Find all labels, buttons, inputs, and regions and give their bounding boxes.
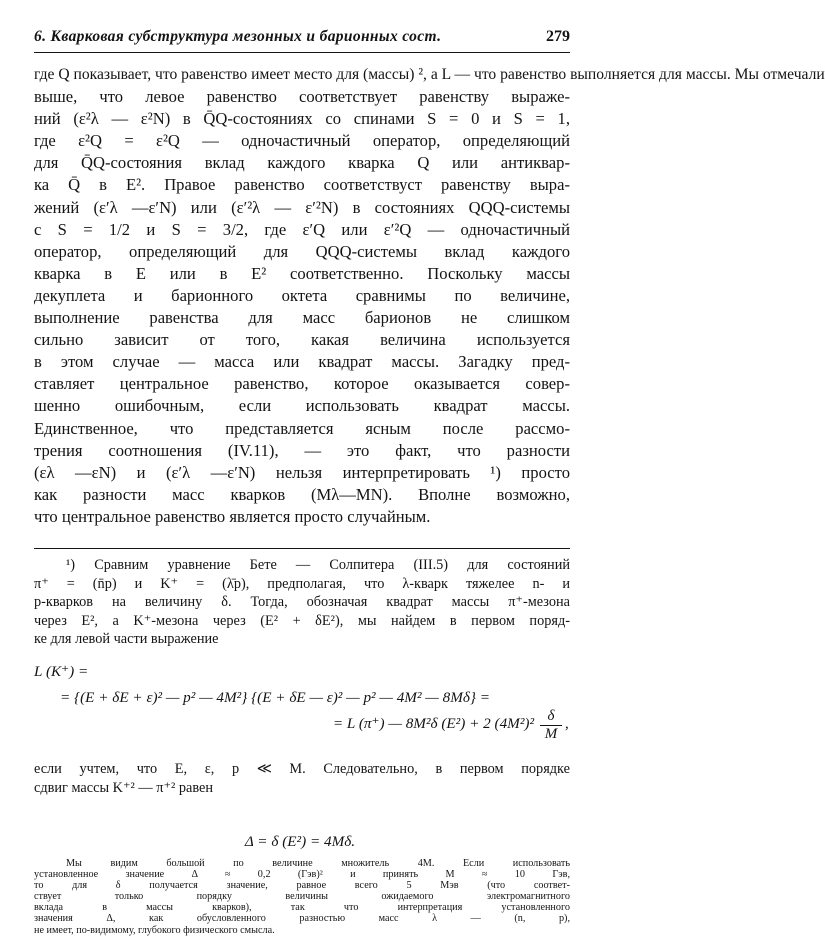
running-title: 6. Кварковая субструктура мезонных и барионных сост. xyxy=(34,28,442,45)
footnote-line: p-кварков на величину δ. Тогда, обозначая квадрат массы π⁺-мезона xyxy=(34,594,570,611)
main-text xyxy=(34,64,825,528)
footnote-line: не имеет, по-видимому, глубокого физического смысла. xyxy=(34,924,275,936)
text-line: шенно ошибочным, если использовать квадрат массы. xyxy=(34,396,570,416)
text-line: выше, что левое равенство соответствует равенству выраже- xyxy=(34,87,570,107)
fraction-numerator: δ xyxy=(540,708,562,726)
footnote-line: то для δ получается значение, равное всего 5 Мэв (что соответ- xyxy=(34,880,570,892)
equation-comma: , xyxy=(565,716,569,732)
footnote-line: значения Δ, как обусловленного разностью масс λ — (n, p), xyxy=(34,913,570,925)
footnote-line: через E², а K⁺-мезона через (E² + δE²), мы найдем в первом поряд- xyxy=(34,612,570,629)
equation-fraction xyxy=(540,708,562,743)
text-line: (ελ —εN) и (ε′λ —ε′N) нельзя интерпретировать ¹) просто xyxy=(34,462,570,482)
text-line: Единственное, что представляется ясным после рассмо- xyxy=(34,418,570,438)
footnote-line: ствует только порядку величины ожидаемого электромагнитного xyxy=(34,891,570,903)
text-line: кварка в E или в E² соответственно. Поскольку массы xyxy=(34,263,570,283)
text-line: ка Q̄ в E². Правое равенство соответствуст равенству выра- xyxy=(34,175,570,195)
equation-line: = {(E + δE + ε)² — p² — 4M²} {(E + δE — ε)² — p² — 4M² — 8Mδ} = xyxy=(60,689,491,706)
text-line: в этом случае — масса или квадрат массы. Загадку пред- xyxy=(34,352,570,372)
footnote-text xyxy=(34,556,570,649)
footnote-line: ¹) Сравним уравнение Бете — Солпитера (III.5) для состояний xyxy=(66,557,570,573)
equation-delta: Δ = δ (E²) = 4Mδ. xyxy=(244,833,356,850)
footnote-rule xyxy=(34,548,570,549)
footnote-line: если учтем, что E, ε, p ≪ M. Следовательно, в первом порядке xyxy=(34,761,570,777)
text-line: для Q̄Q-состояния вклад каждого кварка Q или антиквар- xyxy=(34,153,570,173)
footnote-text-mid xyxy=(34,760,570,797)
footnote-line: установленное значение Δ ≈ 0,2 (Гэв)² и принять M ≈ 10 Гэв, xyxy=(34,869,570,881)
text-line: выполнение равенства для масс барионов не слишком xyxy=(34,308,570,328)
text-line: декуплета и барионного октета сравнимы по величине, xyxy=(34,285,570,305)
text-line: ний (ε²λ — ε²N) в Q̄Q-состояниях со спинами S = 0 и S = 1, xyxy=(34,109,570,129)
text-line: оператор, определяющий для QQQ-системы вклад каждого xyxy=(34,241,570,261)
text-line: ставляет центральное равенство, которое оказывается совер- xyxy=(34,374,570,394)
text-line: жений (ε′λ —ε′N) или (ε′²λ — ε′²N) в состояниях QQQ-системы xyxy=(34,197,570,217)
equation-lhs: L (K⁺) = xyxy=(34,663,89,680)
footnote-line: сдвиг массы K⁺² — π⁺² равен xyxy=(34,779,214,796)
text-line: что центральное равенство является просто случайным. xyxy=(34,506,431,526)
text-line: сильно зависит от того, какая величина используется xyxy=(34,330,570,350)
footnote-line: Мы видим большой по величине множитель 4M. Если использовать xyxy=(66,858,570,869)
header-rule xyxy=(34,52,570,53)
footnote-text-end xyxy=(34,858,570,936)
footnote-line: π⁺ = (n̄p) и K⁺ = (λ̄p), предполагая, что λ-кварк тяжелее n- и xyxy=(34,575,570,592)
text-line: где ε²Q = ε²Q — одночастичный оператор, определяющий xyxy=(34,131,570,151)
running-header xyxy=(34,28,570,50)
text-line: трения соотношения (IV.11), — это факт, что разности xyxy=(34,440,570,460)
text-line: с S = 1/2 и S = 3/2, где ε′Q или ε′²Q — одночастичный xyxy=(34,219,570,239)
page-number: 279 xyxy=(546,28,570,45)
footnote-line: ке для левой части выражение xyxy=(34,631,219,648)
footnote-line: вклада в массы кварков), так что интерпретация установленного xyxy=(34,902,570,914)
equation-line: = L (π⁺) — 8M²δ (E²) + 2 (4M²)² xyxy=(332,715,534,732)
text-line: где Q показывает, что равенство имеет место для (массы) ², а L — что равенство выполняется для массы. Мы отмечали xyxy=(34,66,825,83)
text-line: как разности масс кварков (Mλ—MN). Вполне возможно, xyxy=(34,484,570,504)
fraction-denominator: M xyxy=(544,726,558,742)
